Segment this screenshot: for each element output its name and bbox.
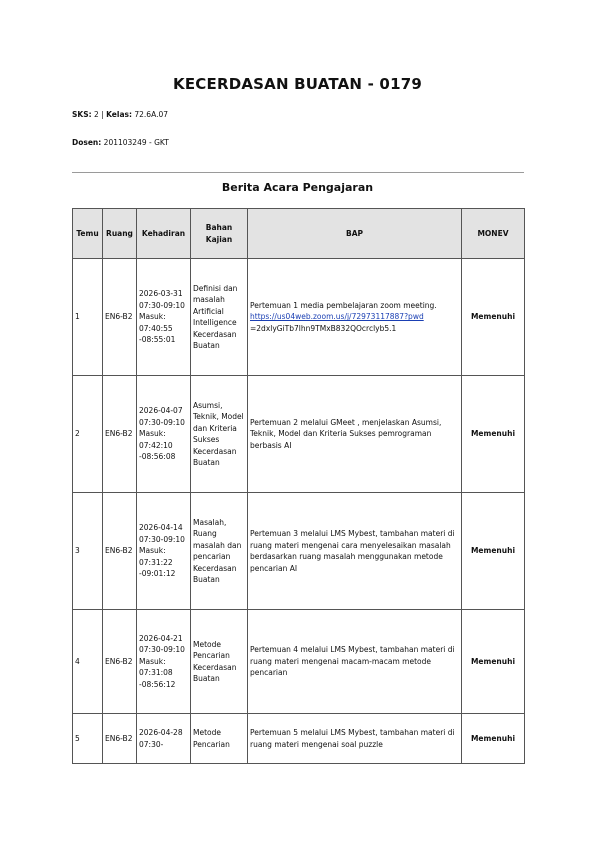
dosen-label: Dosen:	[72, 138, 102, 147]
kehadiran-cell: 2026-04-07 07:30-09:10 Masuk: 07:42:10 -08:56:08	[137, 376, 191, 493]
bahan-kajian-cell: Masalah, Ruang masalah dan pencarian Kecerdasan Buatan	[191, 493, 248, 610]
kehadiran-cell: 2026-04-28 07:30-	[137, 714, 191, 764]
bap-cell: Pertemuan 4 melalui LMS Mybest, tambahan materi di ruang materi mengenai macam-macam metode pencarian	[248, 610, 462, 714]
bahan-kajian-cell: Metode Pencarian Kecerdasan Buatan	[191, 610, 248, 714]
bap-cell: Pertemuan 3 melalui LMS Mybest, tambahan materi di ruang materi mengenai cara menyelesaikan masalah berdasarkan ruang masalah menggunakan metode pencarian AI	[248, 493, 462, 610]
monev-cell: Memenuhi	[462, 714, 525, 764]
ruang-cell: EN6-B2	[103, 376, 137, 493]
bap-cell: Pertemuan 5 melalui LMS Mybest, tambahan materi di ruang materi mengenai soal puzzle	[248, 714, 462, 764]
bahan-kajian-cell: Asumsi, Teknik, Model dan Kriteria Sukses Kecerdasan Buatan	[191, 376, 248, 493]
col-header-temu: Temu	[73, 209, 103, 259]
col-header-bap: BAP	[248, 209, 462, 259]
ruang-cell: EN6-B2	[103, 259, 137, 376]
temu-cell: 5	[73, 714, 103, 764]
course-title: KECERDASAN BUATAN - 0179	[173, 75, 422, 93]
table-row	[73, 376, 525, 493]
divider	[72, 172, 524, 173]
bap-cell	[248, 259, 462, 376]
kelas-label: Kelas:	[106, 110, 132, 119]
bap-text: Pertemuan 1 media pembelajaran zoom meeting.	[250, 300, 437, 310]
col-header-ruang: Ruang	[103, 209, 137, 259]
ruang-cell: EN6-B2	[103, 610, 137, 714]
monev-cell: Memenuhi	[462, 493, 525, 610]
section-title: Berita Acara Pengajaran	[221, 181, 374, 194]
temu-cell: 3	[73, 493, 103, 610]
course-meta-line	[72, 110, 168, 119]
kehadiran-cell: 2026-04-14 07:30-09:10 Masuk: 07:31:22 -09:01:12	[137, 493, 191, 610]
kehadiran-cell: 2026-04-21 07:30-09:10 Masuk: 07:31:08 -08:56:12	[137, 610, 191, 714]
temu-cell: 4	[73, 610, 103, 714]
kehadiran-cell: 2026-03-31 07:30-09:10 Masuk: 07:40:55 -08:55:01	[137, 259, 191, 376]
col-header-monev: MONEV	[462, 209, 525, 259]
monev-cell: Memenuhi	[462, 376, 525, 493]
temu-cell: 1	[73, 259, 103, 376]
meta-separator: |	[101, 110, 104, 119]
monev-cell: Memenuhi	[462, 259, 525, 376]
table-header-row	[73, 209, 525, 259]
ruang-cell: EN6-B2	[103, 493, 137, 610]
kelas-value: 72.6A.07	[134, 110, 169, 119]
bap-link-tail: =2dxlyGiTb7lhn9TMxB832QOcrclyb5.1	[250, 323, 397, 333]
bahan-kajian-cell: Metode Pencarian	[191, 714, 248, 764]
bahan-kajian-cell: Definisi dan masalah Artificial Intelligence Kecerdasan Buatan	[191, 259, 248, 376]
zoom-meeting-link[interactable]: https://us04web.zoom.us/j/72973117887?pwd	[250, 312, 424, 322]
temu-cell: 2	[73, 376, 103, 493]
table-row	[73, 610, 525, 714]
sks-value: 2	[94, 110, 99, 119]
ruang-cell: EN6-B2	[103, 714, 137, 764]
table-row	[73, 714, 525, 764]
teaching-log-table	[72, 208, 525, 764]
dosen-value: 201103249 - GKT	[103, 138, 169, 147]
bap-cell: Pertemuan 2 melalui GMeet , menjelaskan Asumsi, Teknik, Model dan Kriteria Sukses pemrograman berbasis AI	[248, 376, 462, 493]
monev-cell: Memenuhi	[462, 610, 525, 714]
sks-label: SKS:	[72, 110, 92, 119]
table-row	[73, 259, 525, 376]
table-row	[73, 493, 525, 610]
col-header-kehadiran: Kehadiran	[137, 209, 191, 259]
lecturer-line	[72, 138, 169, 147]
col-header-bahan-kajian: Bahan Kajian	[191, 209, 248, 259]
